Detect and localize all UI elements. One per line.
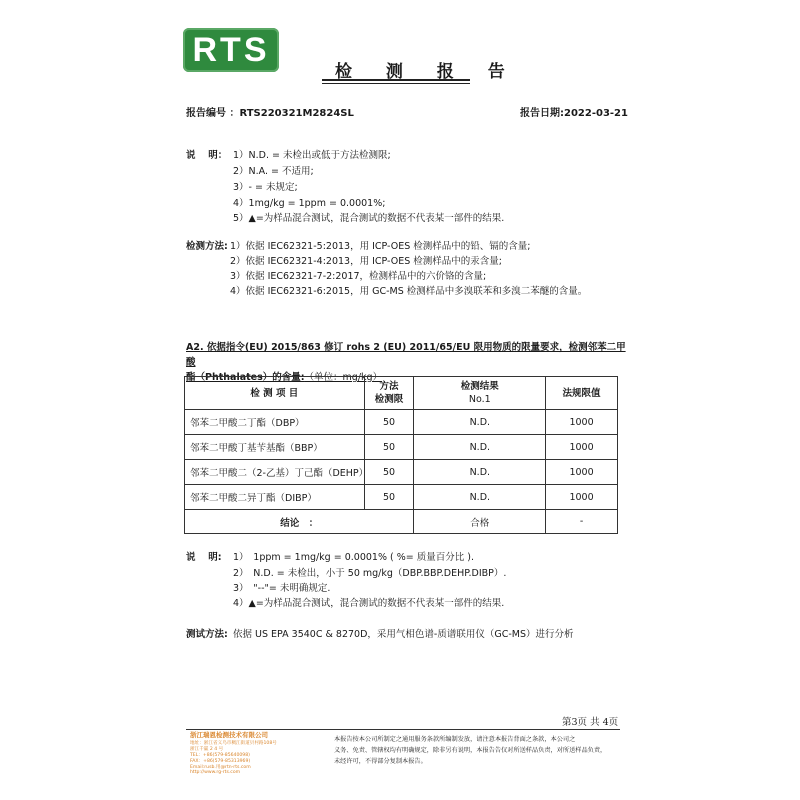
notes1-item: 4）1mg/kg = 1ppm = 0.0001%;: [233, 198, 386, 209]
notes1-item: 3）- = 未规定;: [233, 182, 298, 193]
header-legal-limit: 法规限值: [546, 377, 618, 410]
methods1-item: 3）依据 IEC62321-7-2:2017，检测样品中的六价铬的含量;: [230, 271, 487, 282]
report-number: 报告编号 ：RTS220321M2824SL: [186, 108, 354, 119]
cell-mdl: 50: [364, 435, 414, 460]
rts-logo: RTS: [183, 28, 279, 72]
notes1-item: 1）N.D. = 未检出或低于方法检测限;: [233, 150, 391, 161]
cell-limit: 1000: [546, 410, 618, 435]
a2-unit: （单位：mg/kg）: [304, 372, 383, 383]
company-name: 浙江瑞恩检测技术有限公司: [190, 731, 268, 739]
notes2-label: 说 明:: [186, 552, 222, 563]
phthalates-results-table: [184, 376, 618, 534]
company-email: Email:rusb.用@rtn-rts.com: [190, 765, 251, 770]
cell-limit: 1000: [546, 485, 618, 510]
notes2-item: 3） "--"= 未明确规定.: [233, 583, 331, 594]
table-row: [185, 460, 618, 485]
conclusion-result: 合格: [414, 510, 546, 534]
header-item: 检 测 项 目: [185, 377, 365, 410]
table-row: [185, 485, 618, 510]
report-date: 报告日期:2022-03-21: [520, 108, 628, 119]
cell-result: N.D.: [414, 410, 546, 435]
cell-limit: 1000: [546, 435, 618, 460]
methods1-item: 4）依据 IEC62321-6:2015，用 GC-MS 检测样品中多溴联苯和多溴二苯醚的含量。: [230, 286, 588, 297]
conclusion-label: 结论 ：: [185, 510, 414, 534]
methods2-label: 测试方法:: [186, 629, 228, 640]
cell-item: 邻苯二甲酸二异丁酯（DIBP）: [185, 485, 365, 510]
notes2-item: 4）▲=为样品混合测试，混合测试的数据不代表某一部件的结果.: [233, 598, 505, 609]
title-underline-thin: [322, 83, 470, 84]
methods2-text: 依据 US EPA 3540C & 8270D，采用气相色谱-质谱联用仪（GC-MS）进行分析: [233, 629, 574, 640]
conclusion-limit: -: [546, 510, 618, 534]
header-result: 检测结果 No.1: [414, 377, 546, 410]
notes1-item: 5）▲=为样品混合测试，混合测试的数据不代表某一部件的结果.: [233, 213, 505, 224]
cell-item: 邻苯二甲酸丁基苄基酯（BBP）: [185, 435, 365, 460]
disclaimer-line: 本报告按本公司所制定之通用服务条款所编制发放，请注意本报告背面之条款，本公司之: [334, 736, 576, 743]
page-title: 检 测 报 告: [335, 62, 519, 82]
disclaimer-line: 未经许可，不得部分复制本报告。: [334, 758, 427, 765]
page-number: 第3页 共 4页: [562, 717, 619, 728]
cell-mdl: 50: [364, 410, 414, 435]
a2-line2-bold: 酯（Phthalates）的含量:: [186, 372, 305, 383]
company-address: 地址：浙江省义乌市稠江街道贝村路108号: [190, 741, 277, 746]
a2-line1: A2. 依据指令(EU) 2015/863 修订 rohs 2 (EU) 2011/65/EU 限用物质的限量要求，检测邻苯二甲酸: [186, 342, 626, 368]
company-address: 浙江千赢 2 4 号: [190, 747, 224, 752]
methods1-item: 1）依据 IEC62321-5:2013，用 ICP-OES 检测样品中的铅、镉的含量;: [230, 241, 531, 252]
table-row: [185, 435, 618, 460]
notes2-item: 2） N.D. = 未检出，小于 50 mg/kg（DBP.BBP.DEHP.DIBP）.: [233, 568, 507, 579]
conclusion-row: [185, 510, 618, 534]
table-row: [185, 410, 618, 435]
methods1-label: 检测方法:: [186, 241, 228, 252]
cell-mdl: 50: [364, 485, 414, 510]
company-website: http://www.rg-rts.com: [190, 770, 241, 775]
cell-result: N.D.: [414, 435, 546, 460]
notes1-label: 说 明：: [186, 150, 228, 161]
disclaimer-line: 义务、免责、管辖权均有明确规定，除非另有说明，本报告告仅对所送样品负责，对所送样品负责，: [334, 747, 607, 754]
company-tel: TEL：+86(579-85640098): [190, 753, 250, 758]
notes2-item: 1） 1ppm = 1mg/kg = 0.0001% ( %= 质量百分比 ).: [233, 552, 474, 563]
table-header-row: [185, 377, 618, 410]
cell-item: 邻苯二甲酸二（2-乙基）丁己酯（DEHP）: [185, 460, 365, 485]
cell-limit: 1000: [546, 460, 618, 485]
header-method-limit: 方法 检测限: [364, 377, 414, 410]
cell-mdl: 50: [364, 460, 414, 485]
cell-result: N.D.: [414, 460, 546, 485]
company-fax: FAX：+86(579-85313969): [190, 759, 251, 764]
methods1-item: 2）依据 IEC62321-4:2013，用 ICP-OES 检测样品中的汞含量;: [230, 256, 502, 267]
notes1-item: 2）N.A. = 不适用;: [233, 166, 314, 177]
cell-result: N.D.: [414, 485, 546, 510]
title-underline: [322, 79, 470, 81]
cell-item: 邻苯二甲酸二丁酯（DBP）: [185, 410, 365, 435]
